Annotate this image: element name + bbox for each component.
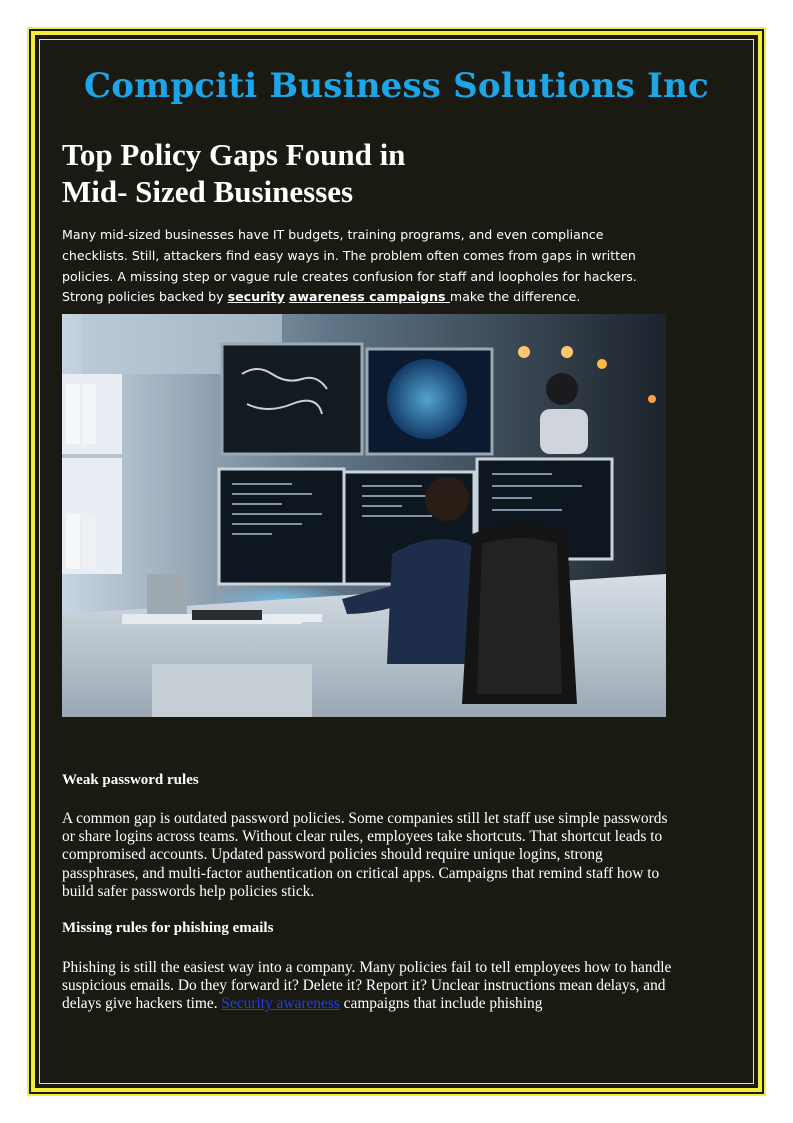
article-title (62, 136, 582, 210)
security-awareness-link[interactable]: Security awareness (221, 995, 340, 1013)
title-line-2: Mid- Sized Businesses (62, 174, 354, 209)
brand-heading: Compciti Business Solutions Inc (84, 66, 709, 106)
section-heading-phishing: Missing rules for phishing emails (62, 920, 274, 936)
phishing-text-after: campaigns that include phishing (339, 995, 543, 1013)
intro-text-after: make the difference. (449, 289, 581, 305)
office-photo (62, 314, 666, 717)
section-body-password: A common gap is outdated password policies. Some companies still let staff use simple passwords or share logins across teams. Without clear rules, employees take shortcuts. That shortcut leads to compromised accounts. Updated password policies should require unique logins, strong passphrases, and multi-factor authentication on critical apps. Campaigns that remind staff how to build safer passwords help policies stick. (62, 810, 668, 900)
intro-paragraph (62, 225, 672, 308)
section-heading-password: Weak password rules (62, 772, 199, 788)
title-line-1: Top Policy Gaps Found in (62, 137, 406, 172)
section-body-phishing (62, 959, 672, 1014)
phishing-text-before: Phishing is still the easiest way into a company. Many policies fail to tell employees how to handle suspicious emails. Do they forward it? Delete it? Report it? Unclear instructions mean delays, and delays give hackers time. (62, 959, 672, 1013)
security-link[interactable]: security (227, 289, 285, 305)
intro-text-before: Many mid-sized businesses have IT budgets, training programs, and even compliance checklists. Still, attackers find easy ways in. The problem often comes from gaps in written policies. A missing step or vague rule creates confusion for staff and loopholes for hackers. Strong policies backed by (62, 227, 637, 305)
awareness-campaigns-link[interactable]: awareness campaigns (288, 289, 450, 305)
